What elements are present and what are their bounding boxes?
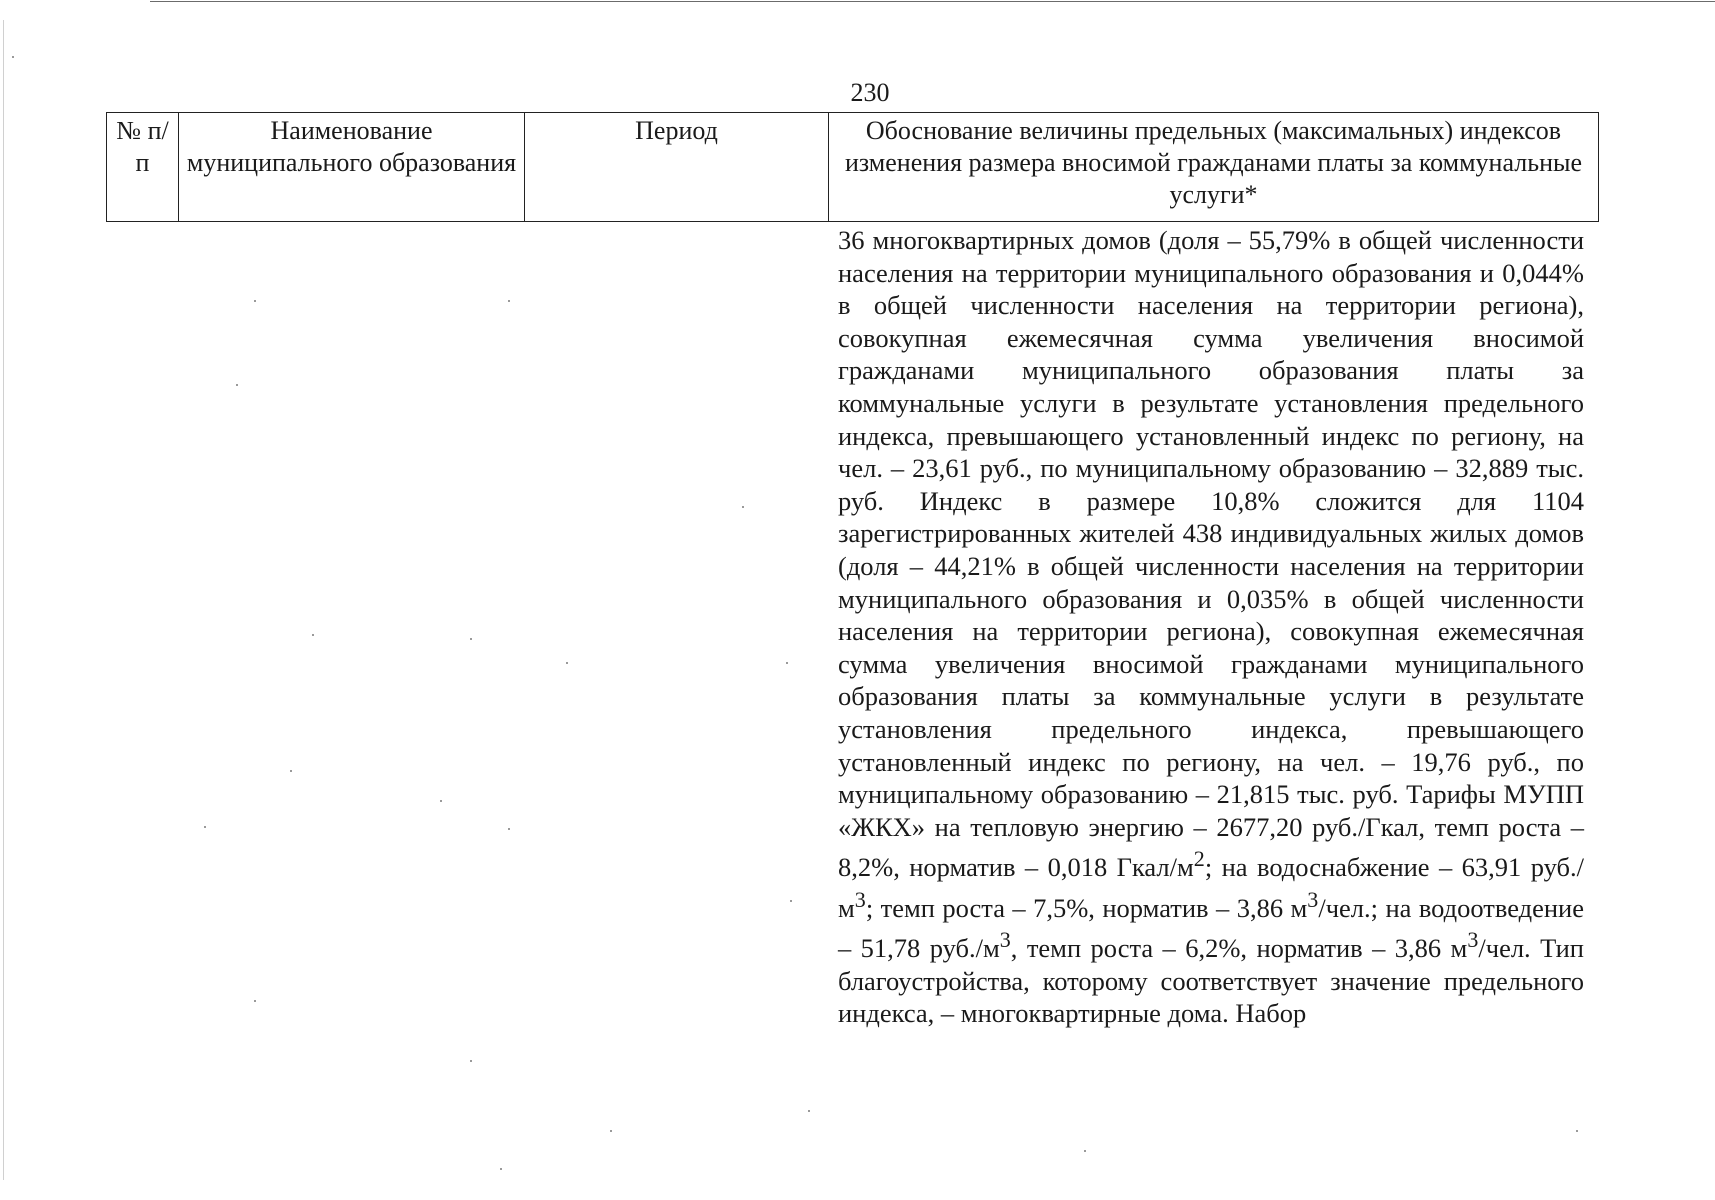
text-part-1: 36 многоквартирных домов (доля – 55,79% в общей численности населения на территории муниципального образования и 0,044% в общей численности населения на территории региона), совокупная ежемесячная сумма увеличения вносимой гражданами муниципального образования платы за коммунальные услуги в результате установления предельного индекса, превышающего установленный индекс по региону, на чел. – 23,61 руб., по муниципальному образованию – 32,889 тыс. руб. Индекс в размере 10,8% сложится для 1104 зарегистрированных жителей 438 индивидуальных жилых домов (доля – 44,21% в общей численности населения на территории муниципального образования и 0,035% в общей численности населения на территории региона), совокупная ежемесячная сумма увеличения вносимой гражданами муниципального образования платы за коммунальные услуги в результате установления предельного индекса, превышающего установленный индекс по региону, на чел. – 19,76 руб., по муниципальному образованию – 21,815 тыс. руб. Тарифы МУПП «ЖКХ» на тепловую энергию – 2677,20 руб./Гкал, темп роста – 8,2%, норматив – 0,018 Гкал/м xyxy=(838,225,1584,883)
superscript-4: 3 xyxy=(999,927,1011,953)
scan-speck xyxy=(440,800,442,802)
superscript-1: 2 xyxy=(1193,846,1205,872)
scan-edge-top xyxy=(150,1,1715,2)
superscript-5: 3 xyxy=(1467,927,1479,953)
header-row xyxy=(107,113,1599,222)
scan-edge-left xyxy=(3,20,4,1180)
scan-speck xyxy=(204,826,206,828)
justification-text xyxy=(838,224,1584,1030)
header-cell-num: № п/п xyxy=(107,113,179,222)
text-part-6: /чел. Тип благоустройства, которому соответствует значение предельного индекса, – многоквартирные дома. Набор xyxy=(838,932,1584,1029)
header-cell-period: Период xyxy=(525,113,829,222)
scan-speck xyxy=(786,662,788,664)
scan-speck xyxy=(508,828,510,830)
scan-speck xyxy=(808,1110,810,1112)
superscript-3: 3 xyxy=(1307,886,1319,912)
header-table xyxy=(106,112,1599,222)
superscript-2: 3 xyxy=(854,886,866,912)
text-part-3: ; темп роста – 7,5%, норматив – 3,86 м xyxy=(865,892,1308,923)
text-part-5: , темп роста – 6,2%, норматив – 3,86 м xyxy=(1010,932,1468,963)
text-part-2: ; на водоснабжение – 63,91 руб./м xyxy=(838,852,1584,923)
scan-speck xyxy=(1084,1150,1086,1152)
scan-speck xyxy=(470,1060,472,1062)
scan-speck xyxy=(254,1000,256,1002)
scan-speck xyxy=(254,300,256,302)
scan-speck xyxy=(290,770,292,772)
scan-speck xyxy=(312,634,314,636)
header-cell-justification: Обоснование величины предельных (максимальных) индексов изменения размера вносимой гражданами платы за коммунальные услуги* xyxy=(829,113,1599,222)
header-cell-name: Наименование муниципального образования xyxy=(179,113,525,222)
page-number: 230 xyxy=(850,78,890,107)
scan-speck xyxy=(12,56,14,58)
scan-speck xyxy=(508,300,510,302)
scan-speck xyxy=(470,638,472,640)
scan-speck xyxy=(566,662,568,664)
scan-speck xyxy=(742,506,744,508)
scan-speck xyxy=(236,384,238,386)
text-part-4: /чел.; на водоотведение – 51,78 руб./м xyxy=(838,892,1585,963)
scan-speck xyxy=(790,900,792,902)
scan-speck xyxy=(500,1168,502,1170)
scan-speck xyxy=(610,1130,612,1132)
scan-speck xyxy=(1576,1130,1578,1132)
